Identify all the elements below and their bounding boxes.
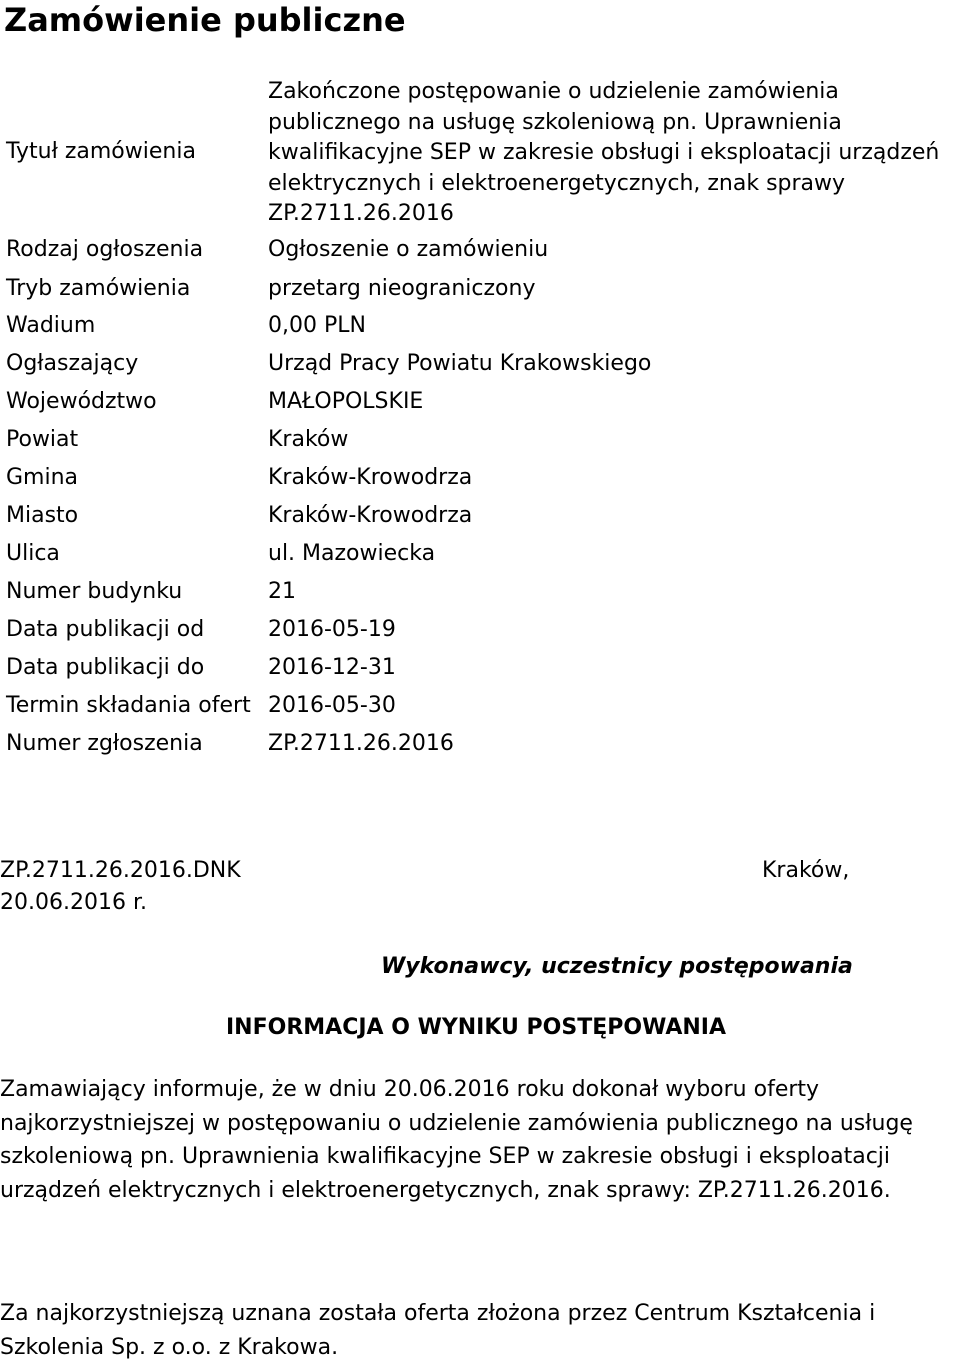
detail-label: Ogłaszający	[6, 351, 139, 376]
letter-addressee: Wykonawcy, uczestnicy postępowania	[381, 954, 853, 979]
letter-heading: INFORMACJA O WYNIKU POSTĘPOWANIA	[226, 1015, 727, 1040]
detail-value: 0,00 PLN	[268, 313, 366, 338]
detail-label: Rodzaj ogłoszenia	[6, 237, 204, 262]
detail-value: 21	[268, 579, 296, 604]
detail-value: 2016-05-19	[268, 617, 396, 642]
detail-value: Kraków-Krowodrza	[268, 465, 473, 490]
detail-label: Województwo	[6, 389, 157, 414]
detail-value: MAŁOPOLSKIE	[268, 389, 424, 414]
detail-value: 2016-05-30	[268, 693, 396, 718]
letter-paragraph-1: Zamawiający informuje, że w dniu 20.06.2016 roku dokonał wyboru oferty najkorzystniejszej w postępowaniu o udzielenie zamówienia publicznego na usługę szkoleniową pn. Uprawnienia kwalifikacyjne SEP w zakresie obsługi i eksploatacji urządzeń elektrycznych i elektroenergetycznych, znak sprawy: ZP.2711.26.2016.	[0, 1077, 913, 1203]
detail-value: Kraków	[268, 427, 349, 452]
detail-label: Tryb zamówienia	[6, 276, 191, 301]
detail-label: Termin składania ofert	[6, 693, 251, 718]
detail-value: Ogłoszenie o zamówieniu	[268, 237, 549, 262]
letter-reference: ZP.2711.26.2016.DNK	[0, 858, 241, 883]
detail-label: Tytuł zamówienia	[6, 139, 196, 164]
detail-label: Gmina	[6, 465, 79, 490]
detail-value: Zakończone postępowanie o udzielenie zamówienia publicznego na usługę szkoleniową pn. Uprawnienia kwalifikacyjne SEP w zakresie obsługi i eksploatacji urządzeń elektrycznych i elektroenergetycznych, znak sprawy ZP.2711.26.2016	[268, 79, 940, 226]
detail-label: Ulica	[6, 541, 60, 566]
detail-value: 2016-12-31	[268, 655, 396, 680]
detail-label: Wadium	[6, 313, 96, 338]
letter-place: Kraków,	[762, 858, 850, 883]
page-title: Zamówienie publiczne	[4, 1, 406, 39]
detail-label: Data publikacji od	[6, 617, 205, 642]
detail-value: ul. Mazowiecka	[268, 541, 436, 566]
letter-date: 20.06.2016 r.	[0, 890, 147, 915]
detail-value: Urząd Pracy Powiatu Krakowskiego	[268, 351, 652, 376]
detail-label: Data publikacji do	[6, 655, 205, 680]
detail-label: Numer budynku	[6, 579, 183, 604]
letter-paragraph-2: Za najkorzystniejszą uznana została oferta złożona przez Centrum Kształcenia i Szkolenia Sp. z o.o. z Krakowa.	[0, 1301, 876, 1360]
detail-value: ZP.2711.26.2016	[268, 731, 454, 756]
detail-label: Powiat	[6, 427, 79, 452]
detail-label: Numer zgłoszenia	[6, 731, 203, 756]
detail-value: przetarg nieograniczony	[268, 276, 536, 301]
detail-label: Miasto	[6, 503, 79, 528]
detail-value: Kraków-Krowodrza	[268, 503, 473, 528]
